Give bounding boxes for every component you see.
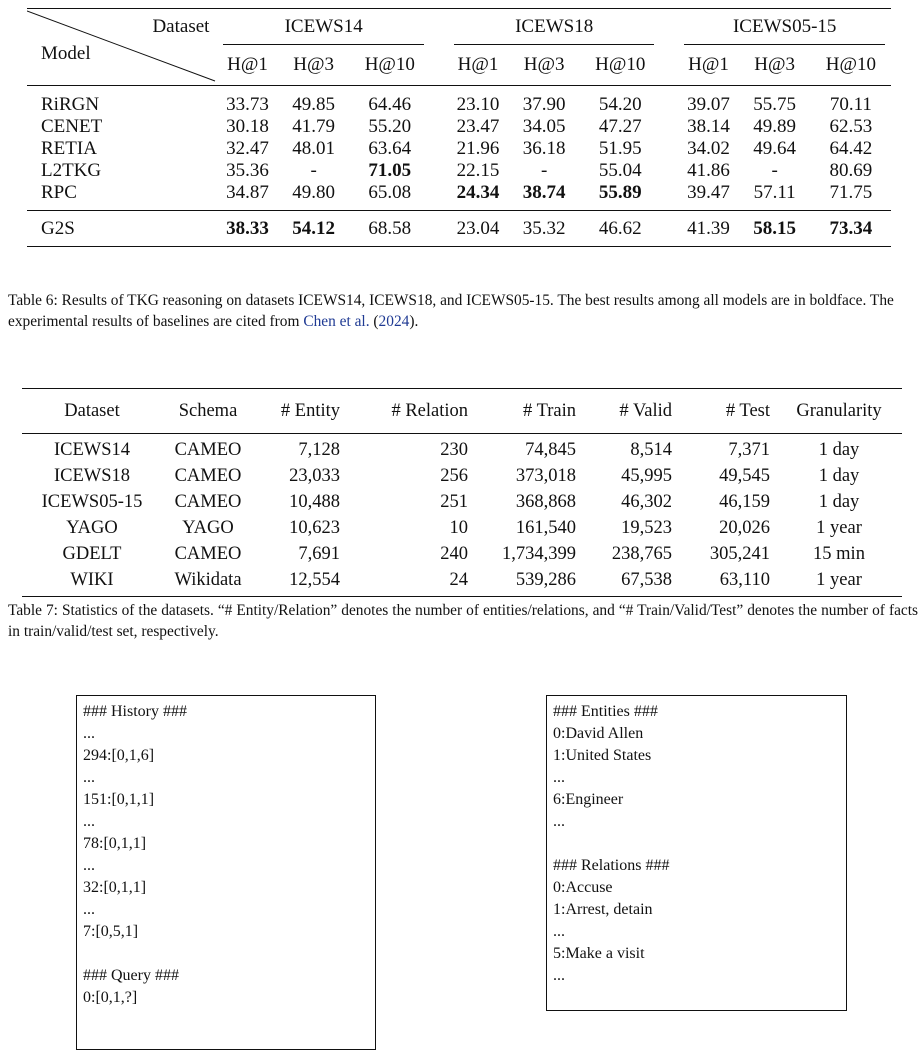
metric-value-cell: 35.32	[508, 211, 580, 247]
table-cell: WIKI	[70, 569, 114, 590]
metric-value-cell: 41.86	[687, 160, 730, 181]
model-name-cell: RiRGN	[41, 94, 100, 115]
entity-line: ...	[553, 967, 565, 984]
table-cell: 49,545	[719, 465, 770, 486]
column-header: # Entity	[254, 389, 346, 434]
history-line: 78:[0,1,1]	[83, 835, 147, 852]
table-cell: 8,514	[630, 439, 672, 460]
metric-value-cell: 73.34	[811, 211, 891, 247]
table-cell: 251	[440, 491, 468, 512]
table-cell: 7,371	[728, 439, 770, 460]
metric-header: H@3	[523, 54, 565, 75]
results-table	[27, 8, 891, 247]
entity-line: ...	[553, 769, 565, 786]
metric-value-cell: 70.11	[829, 94, 872, 115]
table7-caption: Table 7: Statistics of the datasets. “# Entity/Relation” denotes the number of entities/relations, and “# Train/Valid/Test” denotes the number of facts in train/valid/test set, respectively.	[8, 602, 918, 640]
table-cell: GDELT	[62, 543, 122, 564]
metric-value-cell: 37.90	[522, 94, 566, 115]
metric-value-cell: 71.75	[829, 182, 873, 203]
table-cell: 74,845	[525, 439, 576, 460]
metric-value-cell: 38.14	[687, 116, 730, 137]
metric-value-cell: 46.62	[580, 211, 660, 247]
table-cell: ICEWS05-15	[41, 491, 143, 512]
metric-header: H@10	[364, 54, 415, 75]
metric-header: H@3	[754, 54, 795, 75]
table-cell: 305,241	[709, 543, 770, 564]
corner-dataset-label: Dataset	[152, 16, 210, 37]
table-cell: ICEWS18	[53, 465, 131, 486]
table-row	[27, 116, 891, 138]
metric-value-cell: 35.36	[226, 160, 269, 181]
metric-value-cell: 54.12	[278, 211, 350, 247]
metric-header: H@1	[457, 54, 499, 75]
metric-value-cell: 22.15	[456, 160, 500, 181]
table-cell: 539,286	[515, 569, 576, 590]
column-header: # Relation	[346, 389, 474, 434]
metric-value-cell: 48.01	[292, 138, 336, 159]
history-line: 151:[0,1,1]	[83, 791, 155, 808]
table-cell: 1 day	[818, 439, 860, 460]
entity-line: ...	[553, 923, 565, 940]
metric-value-cell: 34.05	[522, 116, 566, 137]
metric-value-cell: 21.96	[456, 138, 500, 159]
history-line: 7:[0,5,1]	[83, 923, 139, 940]
history-line: ...	[83, 857, 95, 874]
metric-value-cell: 71.05	[368, 160, 412, 181]
metric-value-cell: 49.80	[292, 182, 336, 203]
blank-line	[553, 833, 840, 855]
entities-relations-box	[546, 695, 847, 1011]
metric-header: H@1	[688, 54, 729, 75]
table-cell: 10	[449, 517, 468, 538]
column-header: # Test	[678, 389, 776, 434]
metric-value-cell: 54.20	[598, 94, 642, 115]
entity-line: 1:United States	[553, 747, 652, 764]
table-cell: 46,302	[621, 491, 672, 512]
metric-value-cell: 55.75	[753, 94, 796, 115]
metric-value-cell: 64.42	[829, 138, 873, 159]
metric-value-cell: 39.07	[687, 94, 730, 115]
table-cell: 20,026	[719, 517, 770, 538]
table-cell: CAMEO	[174, 439, 242, 460]
history-line: ### History ###	[83, 703, 187, 720]
history-line: ...	[83, 813, 95, 830]
metric-value-cell: 39.47	[687, 182, 730, 203]
table-cell: 230	[440, 439, 468, 460]
metric-value-cell: 49.64	[753, 138, 796, 159]
table-cell: 45,995	[621, 465, 672, 486]
history-line: 32:[0,1,1]	[83, 879, 147, 896]
metric-value-cell: -	[540, 160, 548, 181]
entity-line: ### Entities ###	[553, 703, 658, 720]
entity-line: 0:David Allen	[553, 725, 644, 742]
metric-value-cell: 32.47	[226, 138, 269, 159]
table-cell: Wikidata	[174, 569, 242, 590]
table-cell: 15 min	[813, 543, 865, 564]
table6-caption: Table 6: Results of TKG reasoning on datasets ICEWS14, ICEWS18, and ICEWS05-15. The best results among all models are in boldface. The experimental results of baselines are cited from Chen et al. (2024).	[8, 292, 894, 330]
entity-line: 6:Engineer	[553, 791, 624, 808]
table-corner-header	[27, 9, 217, 86]
table-cell: 23,033	[289, 465, 340, 486]
table-row	[22, 567, 902, 597]
table-cell: 238,765	[611, 543, 672, 564]
table-cell: 1 year	[816, 569, 862, 590]
metric-value-cell: 34.87	[226, 182, 269, 203]
blank-line	[83, 943, 369, 965]
dataset-statistics-table	[22, 388, 902, 597]
metric-value-cell: 24.34	[456, 182, 500, 203]
metric-value-cell: 55.04	[598, 160, 642, 181]
history-query-box	[76, 695, 376, 1050]
table-cell: 12,554	[289, 569, 340, 590]
history-line: ...	[83, 901, 95, 918]
metric-value-cell: 62.53	[829, 116, 873, 137]
entity-line: ### Relations ###	[553, 857, 670, 874]
metric-value-cell: 64.46	[368, 94, 412, 115]
metric-value-cell: 33.73	[226, 94, 269, 115]
column-header: Dataset	[22, 389, 162, 434]
model-name-cell: CENET	[41, 116, 103, 137]
model-name-cell: RPC	[41, 182, 77, 203]
column-header: Schema	[162, 389, 254, 434]
table-cell: 1 day	[818, 465, 860, 486]
entity-line: 0:Accuse	[553, 879, 613, 896]
table-cell: CAMEO	[174, 465, 242, 486]
metric-value-cell: 41.79	[292, 116, 336, 137]
metric-header: H@10	[595, 54, 646, 75]
metric-value-cell: 51.95	[598, 138, 642, 159]
metric-value-cell: 23.47	[456, 116, 500, 137]
metric-value-cell: 41.39	[678, 211, 738, 247]
metric-value-cell: -	[771, 160, 778, 181]
metric-value-cell: 30.18	[226, 116, 269, 137]
table-cell: 63,110	[719, 569, 770, 590]
table-cell: 1 year	[816, 517, 862, 538]
table-cell: ICEWS14	[53, 439, 131, 460]
table-cell: 161,540	[515, 517, 576, 538]
metric-value-cell: 68.58	[350, 211, 430, 247]
history-line: ...	[83, 769, 95, 786]
metric-value-cell: 65.08	[368, 182, 412, 203]
table-row	[22, 515, 902, 541]
column-header: # Train	[474, 389, 582, 434]
table-cell: 1 day	[818, 491, 860, 512]
entity-line: 5:Make a visit	[553, 945, 645, 962]
table-row-proposed-model	[27, 211, 891, 247]
model-name-cell: L2TKG	[41, 160, 102, 181]
history-line: 294:[0,1,6]	[83, 747, 155, 764]
table-cell: CAMEO	[174, 543, 242, 564]
history-line: 0:[0,1,?]	[83, 989, 138, 1006]
metric-value-cell: 38.74	[522, 182, 566, 203]
citation-year-link[interactable]: 2024	[378, 313, 410, 330]
table-cell: YAGO	[182, 517, 234, 538]
citation-link[interactable]: Chen et al.	[303, 313, 370, 330]
metric-value-cell: 80.69	[829, 160, 873, 181]
metric-value-cell: 58.15	[739, 211, 811, 247]
model-name-cell: G2S	[27, 211, 217, 247]
table-cell: CAMEO	[174, 491, 242, 512]
history-line: ### Query ###	[83, 967, 179, 984]
table-cell: 24	[449, 569, 468, 590]
table-cell: 256	[440, 465, 468, 486]
table-cell: 1,734,399	[502, 543, 576, 564]
table-cell: 10,623	[289, 517, 340, 538]
table-cell: 240	[440, 543, 468, 564]
table-row	[27, 138, 891, 160]
table-cell: 7,691	[298, 543, 340, 564]
metric-value-cell: 55.20	[368, 116, 412, 137]
table-cell: 46,159	[719, 491, 770, 512]
table-row	[27, 160, 891, 182]
metric-header: H@10	[825, 54, 876, 75]
table-row	[22, 434, 902, 464]
metric-value-cell: 49.85	[292, 94, 336, 115]
metric-value-cell: 63.64	[368, 138, 412, 159]
entity-line: ...	[553, 813, 565, 830]
metric-value-cell: 36.18	[522, 138, 566, 159]
group-header-icews05-15: ICEWS05-15	[678, 9, 891, 45]
metric-value-cell: 34.02	[687, 138, 730, 159]
model-name-cell: RETIA	[41, 138, 97, 159]
table-row	[27, 182, 891, 204]
table-cell: YAGO	[66, 517, 118, 538]
table-cell: 19,523	[621, 517, 672, 538]
metric-value-cell: 49.89	[753, 116, 796, 137]
table-cell: 7,128	[298, 439, 340, 460]
entity-line: 1:Arrest, detain	[553, 901, 653, 918]
table-row	[22, 489, 902, 515]
metric-header: H@1	[227, 54, 268, 75]
metric-value-cell: 23.10	[456, 94, 500, 115]
table-cell: 373,018	[515, 465, 576, 486]
metric-value-cell: 38.33	[217, 211, 277, 247]
corner-model-label: Model	[41, 43, 91, 64]
table-cell: 368,868	[515, 491, 576, 512]
column-header: # Valid	[582, 389, 678, 434]
column-header: Granularity	[776, 389, 902, 434]
metric-value-cell: 47.27	[598, 116, 642, 137]
metric-value-cell: 57.11	[753, 182, 796, 203]
metric-value-cell: 23.04	[448, 211, 508, 247]
group-header-icews14: ICEWS14	[217, 9, 429, 45]
table-row	[27, 94, 891, 116]
table-cell: 10,488	[289, 491, 340, 512]
group-header-icews18: ICEWS18	[448, 9, 660, 45]
history-line: ...	[83, 725, 95, 742]
table-cell: 67,538	[621, 569, 672, 590]
metric-header: H@3	[293, 54, 334, 75]
table-row	[22, 463, 902, 489]
metric-value-cell: -	[310, 160, 317, 181]
metric-value-cell: 55.89	[598, 182, 642, 203]
table-row	[22, 541, 902, 567]
